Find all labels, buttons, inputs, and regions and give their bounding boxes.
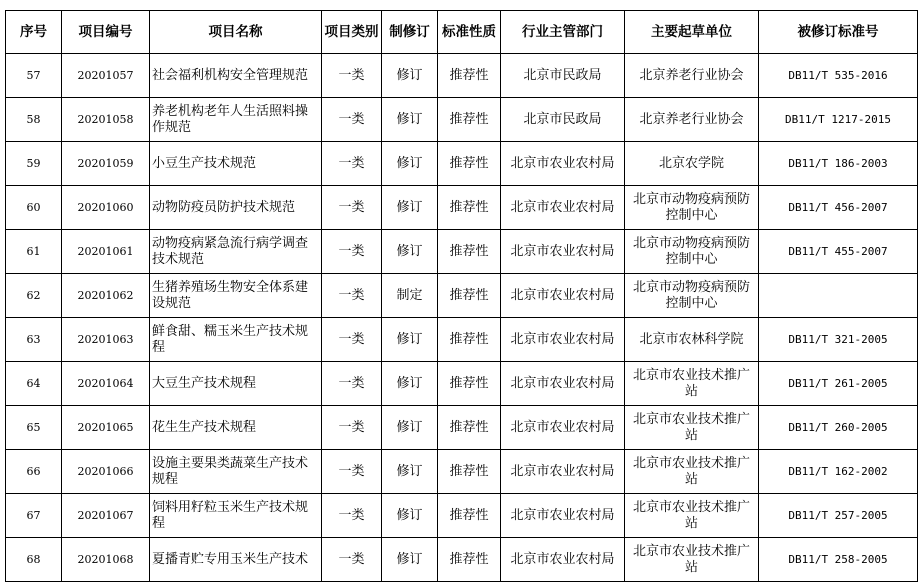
cell-category: 一类 — [322, 318, 382, 362]
cell-project-name: 鲜食甜、糯玉米生产技术规程 — [150, 318, 322, 362]
cell-revision: 修订 — [382, 142, 438, 186]
cell-revision: 修订 — [382, 186, 438, 230]
cell-category: 一类 — [322, 450, 382, 494]
cell-seq: 60 — [6, 186, 62, 230]
header-project-id: 项目编号 — [62, 11, 150, 54]
cell-project-name: 生猪养殖场生物安全体系建设规范 — [150, 274, 322, 318]
cell-drafter: 北京市动物疫病预防控制中心 — [625, 274, 759, 318]
cell-department: 北京市农业农村局 — [501, 230, 625, 274]
header-revision: 制修订 — [382, 11, 438, 54]
cell-project-id: 20201061 — [62, 230, 150, 274]
cell-revised-standard: DB11/T 261-2005 — [759, 362, 918, 406]
cell-category: 一类 — [322, 98, 382, 142]
cell-project-id: 20201068 — [62, 538, 150, 582]
cell-nature: 推荐性 — [438, 538, 501, 582]
cell-project-id: 20201066 — [62, 450, 150, 494]
cell-revision: 修订 — [382, 230, 438, 274]
table-row — [6, 494, 918, 538]
cell-category: 一类 — [322, 54, 382, 98]
cell-project-name: 大豆生产技术规程 — [150, 362, 322, 406]
cell-revision: 修订 — [382, 54, 438, 98]
cell-category: 一类 — [322, 494, 382, 538]
cell-department: 北京市农业农村局 — [501, 318, 625, 362]
header-seq: 序号 — [6, 11, 62, 54]
table-row — [6, 98, 918, 142]
cell-nature: 推荐性 — [438, 54, 501, 98]
cell-project-id: 20201058 — [62, 98, 150, 142]
cell-drafter: 北京市动物疫病预防控制中心 — [625, 230, 759, 274]
cell-revised-standard: DB11/T 257-2005 — [759, 494, 918, 538]
cell-category: 一类 — [322, 406, 382, 450]
cell-revised-standard: DB11/T 258-2005 — [759, 538, 918, 582]
header-category: 项目类别 — [322, 11, 382, 54]
cell-project-id: 20201063 — [62, 318, 150, 362]
cell-revision: 修订 — [382, 362, 438, 406]
table-row — [6, 450, 918, 494]
cell-seq: 65 — [6, 406, 62, 450]
cell-department: 北京市农业农村局 — [501, 406, 625, 450]
cell-project-id: 20201059 — [62, 142, 150, 186]
cell-nature: 推荐性 — [438, 362, 501, 406]
cell-revision: 修订 — [382, 98, 438, 142]
cell-drafter: 北京农学院 — [625, 142, 759, 186]
cell-department: 北京市民政局 — [501, 98, 625, 142]
cell-revision: 修订 — [382, 318, 438, 362]
cell-project-name: 设施主要果类蔬菜生产技术规程 — [150, 450, 322, 494]
table-row — [6, 230, 918, 274]
cell-revision: 修订 — [382, 494, 438, 538]
cell-category: 一类 — [322, 274, 382, 318]
table-row — [6, 274, 918, 318]
cell-nature: 推荐性 — [438, 450, 501, 494]
cell-drafter: 北京市农业技术推广站 — [625, 406, 759, 450]
cell-revised-standard: DB11/T 321-2005 — [759, 318, 918, 362]
cell-department: 北京市民政局 — [501, 54, 625, 98]
cell-project-id: 20201060 — [62, 186, 150, 230]
cell-project-id: 20201057 — [62, 54, 150, 98]
cell-nature: 推荐性 — [438, 142, 501, 186]
cell-seq: 67 — [6, 494, 62, 538]
cell-project-name: 小豆生产技术规范 — [150, 142, 322, 186]
table-body — [6, 54, 918, 582]
cell-project-name: 花生生产技术规程 — [150, 406, 322, 450]
cell-category: 一类 — [322, 362, 382, 406]
table-row — [6, 318, 918, 362]
table-row — [6, 186, 918, 230]
cell-drafter: 北京市农业技术推广站 — [625, 450, 759, 494]
cell-drafter: 北京市农林科学院 — [625, 318, 759, 362]
standards-table — [5, 10, 918, 582]
table-header — [6, 11, 918, 54]
cell-seq: 57 — [6, 54, 62, 98]
cell-category: 一类 — [322, 230, 382, 274]
cell-project-name: 饲料用籽粒玉米生产技术规程 — [150, 494, 322, 538]
cell-project-name: 养老机构老年人生活照料操作规范 — [150, 98, 322, 142]
cell-drafter: 北京养老行业协会 — [625, 54, 759, 98]
cell-seq: 68 — [6, 538, 62, 582]
cell-revised-standard: DB11/T 1217-2015 — [759, 98, 918, 142]
cell-drafter: 北京市农业技术推广站 — [625, 362, 759, 406]
cell-seq: 64 — [6, 362, 62, 406]
cell-nature: 推荐性 — [438, 186, 501, 230]
cell-nature: 推荐性 — [438, 318, 501, 362]
table-row — [6, 406, 918, 450]
cell-department: 北京市农业农村局 — [501, 362, 625, 406]
table-row — [6, 54, 918, 98]
cell-category: 一类 — [322, 186, 382, 230]
header-row — [6, 11, 918, 54]
cell-project-name: 社会福利机构安全管理规范 — [150, 54, 322, 98]
cell-nature: 推荐性 — [438, 98, 501, 142]
cell-revision: 修订 — [382, 406, 438, 450]
cell-drafter: 北京市动物疫病预防控制中心 — [625, 186, 759, 230]
cell-seq: 63 — [6, 318, 62, 362]
cell-revised-standard: DB11/T 260-2005 — [759, 406, 918, 450]
cell-seq: 62 — [6, 274, 62, 318]
cell-revision: 制定 — [382, 274, 438, 318]
cell-department: 北京市农业农村局 — [501, 538, 625, 582]
cell-category: 一类 — [322, 538, 382, 582]
cell-revised-standard: DB11/T 186-2003 — [759, 142, 918, 186]
header-department: 行业主管部门 — [501, 11, 625, 54]
cell-department: 北京市农业农村局 — [501, 274, 625, 318]
cell-category: 一类 — [322, 142, 382, 186]
cell-seq: 61 — [6, 230, 62, 274]
cell-revision: 修订 — [382, 538, 438, 582]
cell-department: 北京市农业农村局 — [501, 186, 625, 230]
cell-project-id: 20201064 — [62, 362, 150, 406]
cell-nature: 推荐性 — [438, 274, 501, 318]
table-row — [6, 362, 918, 406]
header-drafter: 主要起草单位 — [625, 11, 759, 54]
cell-project-name: 动物疫病紧急流行病学调查技术规范 — [150, 230, 322, 274]
cell-seq: 58 — [6, 98, 62, 142]
cell-revised-standard: DB11/T 162-2002 — [759, 450, 918, 494]
cell-project-id: 20201067 — [62, 494, 150, 538]
header-project-name: 项目名称 — [150, 11, 322, 54]
cell-drafter: 北京市农业技术推广站 — [625, 494, 759, 538]
cell-drafter: 北京养老行业协会 — [625, 98, 759, 142]
cell-project-id: 20201065 — [62, 406, 150, 450]
cell-seq: 59 — [6, 142, 62, 186]
table-row — [6, 142, 918, 186]
cell-revised-standard — [759, 274, 918, 318]
cell-revised-standard: DB11/T 455-2007 — [759, 230, 918, 274]
table-row — [6, 538, 918, 582]
cell-seq: 66 — [6, 450, 62, 494]
header-revised-standard: 被修订标准号 — [759, 11, 918, 54]
cell-nature: 推荐性 — [438, 406, 501, 450]
cell-department: 北京市农业农村局 — [501, 494, 625, 538]
cell-drafter: 北京市农业技术推广站 — [625, 538, 759, 582]
cell-department: 北京市农业农村局 — [501, 142, 625, 186]
cell-nature: 推荐性 — [438, 230, 501, 274]
cell-revised-standard: DB11/T 535-2016 — [759, 54, 918, 98]
cell-nature: 推荐性 — [438, 494, 501, 538]
cell-department: 北京市农业农村局 — [501, 450, 625, 494]
cell-revision: 修订 — [382, 450, 438, 494]
cell-project-name: 夏播青贮专用玉米生产技术 — [150, 538, 322, 582]
header-nature: 标准性质 — [438, 11, 501, 54]
cell-project-id: 20201062 — [62, 274, 150, 318]
cell-project-name: 动物防疫员防护技术规范 — [150, 186, 322, 230]
cell-revised-standard: DB11/T 456-2007 — [759, 186, 918, 230]
